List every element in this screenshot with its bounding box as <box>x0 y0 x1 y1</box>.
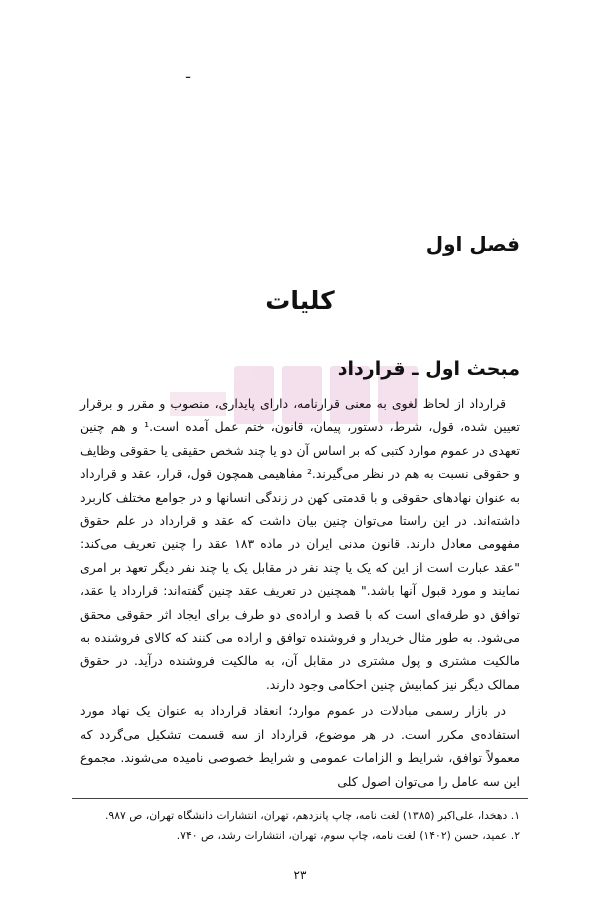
page-number: ۲۳ <box>293 868 307 882</box>
chapter-heading: فصل اول <box>425 232 520 256</box>
section-heading: مبحث اول ـ قرارداد <box>337 358 520 380</box>
footnote-divider <box>72 798 528 799</box>
body-text <box>80 392 520 793</box>
page-title: کلیات <box>265 286 335 315</box>
footnote: ۱. دهخدا، علی‌اکبر (۱۳۸۵) لغت نامه، چاپ پانزدهم، تهران، انتشارات دانشگاه تهران، ص ۹۸۷. <box>104 809 520 822</box>
paragraph: قرارداد از لحاظ لغوی به معنی قرارنامه، دارای پایداری، منصوب و مقرر و برقرار تعیین شده، قول، شرط، دستور، پیمان، قانون، ختم عمل آمده است.¹ و هم چنین تعهدی در عموم موارد کتبی که بر اساس آن دو یا چند شخص حقیقی یا حقوقی وظایف و حقوقی نسبت به هم در نظر می‌گیرند.² مفاهیمی همچون قول، قرار، عقد و قرارداد به عنوان نهادهای حقوقی و با قدمتی کهن در زندگی انسانها و در جوامع مختلف کاربرد داشته‌اند. در این راستا می‌توان چنین بیان داشت که عقد و قرارداد در علم حقوق مفهومی معادل دارند. قانون مدنی ایران در ماده ۱۸۳ عقد را چنین تعریف می‌کند: "عقد عبارت است از این که یک یا چند نفر در مقابل یک یا چند نفر دیگر تعهد بر امری نمایند و مورد قبول آنها باشد." همچنین در تعریف عقد چنین گفته‌اند: قرارداد یا عقد، توافق دو طرفه‌ای است که با قصد و اراده‌ی دو طرف برای ایجاد اثر حقوقی محقق می‌شود. به طور مثال خریدار و فروشنده توافق و اراده می کنند که کالای فروشنده به مالکیت مشتری و پول مشتری در مقابل آن، به مالکیت فروشنده درآید. در حقوق ممالک دیگر نیز کمابیش چنین احکامی وجود دارند. <box>80 396 520 692</box>
paragraph: در بازار رسمی مبادلات در عموم موارد؛ انعقاد قرارداد به عنوان یک نهاد مورد استفاده‌ی مکرر است. در هر موضوع، قرارداد از سه قسمت تشکیل می‌گردد که معمولاً توافق، شرایط و الزامات عمومی و شرایط خصوصی نامیده می‌شوند. مجموع این سه عامل را می‌توان اصول کلی <box>80 703 520 789</box>
footnote: ۲. عمید، حسن (۱۴۰۲) لغت نامه، چاپ سوم، تهران، انتشارات رشد، ص ۷۴۰. <box>176 829 520 842</box>
footnotes <box>80 806 520 846</box>
stray-mark: ـ <box>186 66 191 82</box>
